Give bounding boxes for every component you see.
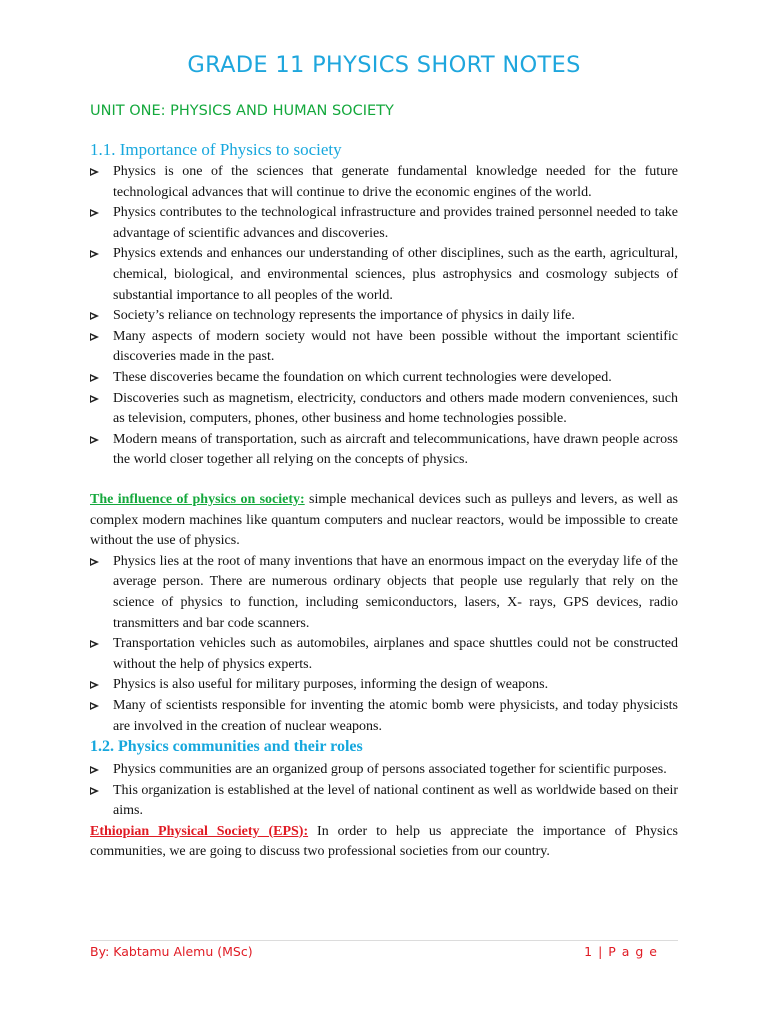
list-item: This organization is established at the level of national continent as well as worldwide based on their aims. [90, 781, 678, 822]
list-item: Physics is also useful for military purposes, informing the design of weapons. [90, 675, 678, 696]
arrowhead-bullet-icon [90, 250, 99, 258]
arrowhead-bullet-icon [90, 374, 99, 382]
arrowhead-bullet-icon [90, 312, 99, 320]
arrowhead-bullet-icon [90, 209, 99, 217]
influence-paragraph [90, 490, 678, 552]
arrowhead-bullet-icon [90, 333, 99, 341]
arrowhead-bullet-icon [90, 640, 99, 648]
influence-text: simple mechanical devices such as pulleys and levers, as well as complex modern machines like quantum computers and nuclear reactors, would be impossible to create without the use of physics. [90, 492, 679, 549]
arrowhead-bullet-icon [90, 787, 99, 795]
eps-lead: Ethiopian Physical Society (EPS): [90, 823, 309, 839]
unit-heading: UNIT ONE: PHYSICS AND HUMAN SOCIETY [90, 103, 394, 119]
influence-lead: The influence of physics on society: [90, 492, 305, 507]
list-item: Discoveries such as magnetism, electricity, conductors and others made modern conveniences, such as television, computers, phones, other business and home technologies possible. [90, 389, 678, 430]
list-item: Physics communities are an organized group of persons associated together for scientific purposes. [90, 760, 678, 781]
eps-text: In order to help us appreciate the importance of Physics communities, we are going to discuss two professional societies from our country. [90, 823, 678, 860]
influence-block [90, 490, 678, 737]
eps-paragraph [90, 822, 678, 863]
bullet-list-1-2 [90, 760, 678, 822]
section-heading-1-2: 1.2. Physics communities and their roles [90, 738, 363, 755]
document-title: GRADE 11 PHYSICS SHORT NOTES [187, 52, 581, 78]
arrowhead-bullet-icon [90, 702, 99, 710]
arrowhead-bullet-icon [90, 558, 99, 566]
bullet-list-influence [90, 552, 678, 737]
list-item: Transportation vehicles such as automobiles, airplanes and space shuttles could not be constructed without the help of physics experts. [90, 634, 678, 675]
footer-divider [90, 940, 678, 941]
section-heading-1-1: 1.1. Importance of Physics to society [90, 140, 342, 159]
section-1-2-block [90, 760, 678, 863]
bullet-list-1-1 [90, 162, 678, 471]
list-item: Modern means of transportation, such as aircraft and telecommunications, have drawn people across the world closer together all relying on the concepts of physics. [90, 430, 678, 471]
list-item: These discoveries became the foundation on which current technologies were developed. [90, 368, 678, 389]
list-item: Physics is one of the sciences that generate fundamental knowledge needed for the future technological advances that will continue to drive the economic engines of the world. [90, 162, 678, 203]
arrowhead-bullet-icon [90, 395, 99, 403]
list-item: Many aspects of modern society would not have been possible without the important scientific discoveries made in the past. [90, 327, 678, 368]
arrowhead-bullet-icon [90, 766, 99, 774]
footer-author: By: Kabtamu Alemu (MSc) [90, 944, 253, 959]
list-item: Society’s reliance on technology represents the importance of physics in daily life. [90, 306, 678, 327]
arrowhead-bullet-icon [90, 681, 99, 689]
arrowhead-bullet-icon [90, 168, 99, 176]
arrowhead-bullet-icon [90, 436, 99, 444]
footer-page-number: 1 | P a g e [584, 944, 658, 959]
list-item: Many of scientists responsible for inventing the atomic bomb were physicists, and today physicists are involved in the creation of nuclear weapons. [90, 696, 678, 737]
list-item: Physics extends and enhances our understanding of other disciplines, such as the earth, agricultural, chemical, biological, and environmental sciences, plus astrophysics and cosmology subjects of substantial importance to all peoples of the world. [90, 244, 678, 306]
list-item: Physics contributes to the technological infrastructure and provides trained personnel needed to take advantage of scientific advances and discoveries. [90, 203, 678, 244]
list-item: Physics lies at the root of many inventions that have an enormous impact on the everyday life of the average person. There are numerous ordinary objects that people use regularly that rely on the science of physics to function, including semiconductors, lasers, X- rays, GPS devices, radio transmitters and bar code scanners. [90, 552, 678, 634]
section-1-1-list-block [90, 162, 678, 471]
